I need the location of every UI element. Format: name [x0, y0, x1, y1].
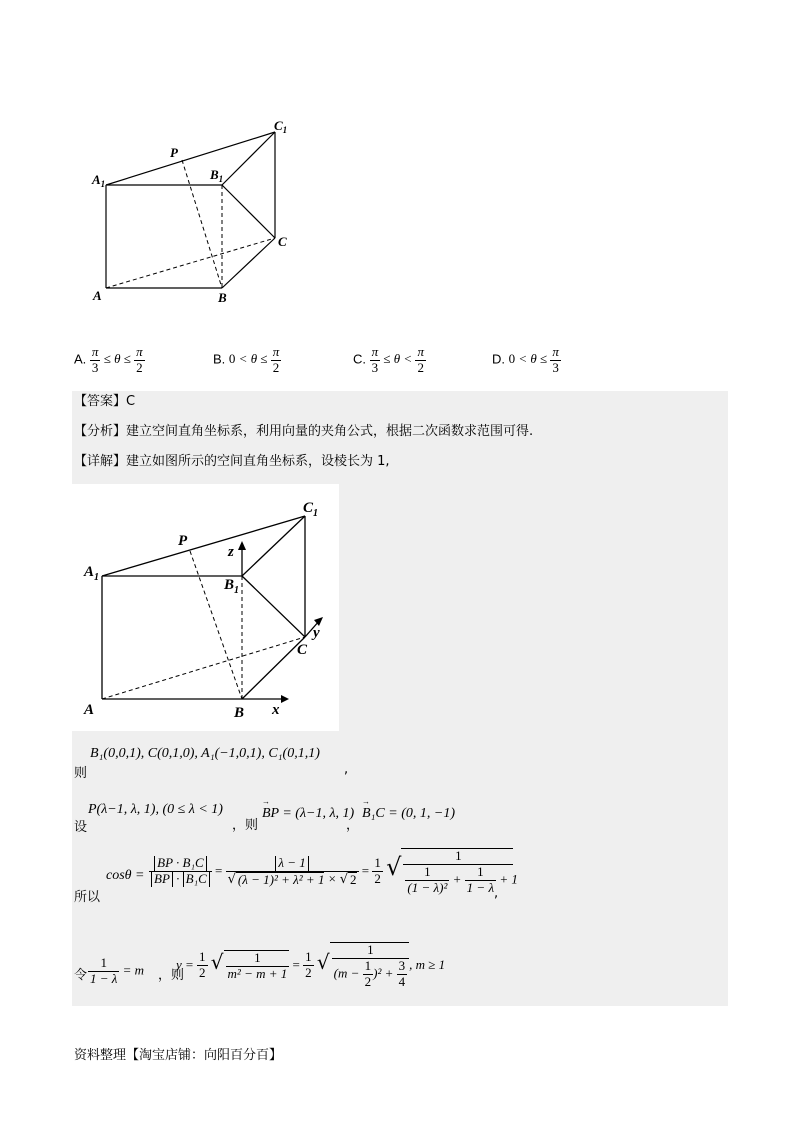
label-b: B — [218, 290, 227, 305]
step-cos: 所以 cosθ = $\frac{\text{BP · B₁C}}{\text{BP · B₁C}}$ = $\frac{\lambda - 1}{\text{√ (λ − 1)² + λ² + 1 × √ 2}}$ = $\frac{1}{2}$ √ 1 $\frac{1}{\text{(1 − λ)²}}$ + $\frac{1}{1 - \lambda}$ + 1 , — [74, 848, 518, 905]
label2-c: C — [297, 642, 308, 658]
label-c1: $C_1$ — [274, 118, 288, 135]
choice-b[interactable]: B. 0 < θ ≤ $\frac{\pi}{2}$ — [213, 344, 280, 375]
choice-a-expr: $\frac{\pi}{3}$ ≤ θ ≤ $\frac{\pi}{2}$ — [91, 344, 143, 375]
label-a: A — [93, 288, 102, 303]
label-c: C — [278, 234, 287, 249]
axis-x-label: x — [272, 702, 280, 718]
choice-d-expr: 0 < θ ≤ $\frac{\pi}{3}$ — [508, 344, 559, 375]
b1c-vector: → B₁C = (0, 1, −1) — [362, 797, 455, 821]
choice-c[interactable]: C. $\frac{\pi}{3}$ ≤ θ < $\frac{\pi}{2}$ — [353, 344, 424, 375]
label2-b1: $B_1$ — [224, 577, 240, 596]
axis-z-label: z — [228, 544, 234, 560]
detail-line: 【详解】建立如图所示的空间直角坐标系，设棱长为 1, — [74, 454, 390, 469]
label2-b: B — [234, 705, 245, 721]
step-substitute: 令 $\frac{1}{1 - \lambda}$ = m ，则 y = $\frac{1}{2}$ √ $\frac{1}{\text{m² − m + 1}}$ = $\frac{1}{2}$ √ 1 (m − $\frac{1}{2}$ )² + $\frac{3}{4}$ , m ≥ 1 — [74, 942, 446, 989]
label2-a1: $A_1$ — [84, 564, 100, 583]
label-a1: $A_1$ — [92, 172, 106, 189]
prism-figure-1 — [80, 110, 320, 310]
y-formula: y = $\frac{1}{2}$ √ $\frac{1}{\text{m² − m + 1}}$ = $\frac{1}{2}$ √ 1 (m − $\frac{1}{2}$ )² + $\frac{3}{4}$ , m ≥ 1 — [176, 942, 446, 989]
step-vectors: 设 P(λ−1, λ, 1), (0 ≤ λ < 1) ，则 → BP = (λ−1, λ, 1) ， → B₁C = (0, 1, −1) — [74, 797, 455, 835]
choice-c-expr: $\frac{\pi}{3}$ ≤ θ < $\frac{\pi}{2}$ — [371, 344, 424, 375]
prism-figure-2 — [72, 484, 339, 731]
choice-a[interactable]: A. $\frac{\pi}{3}$ ≤ θ ≤ $\frac{\pi}{2}$ — [74, 344, 143, 375]
answer-line: 【答案】C — [74, 394, 136, 409]
cos-formula: $\frac{\text{BP · B₁C}}{\text{BP · B₁C}}$ = $\frac{\lambda - 1}{\text{√ (λ − 1)² + λ² + 1 × √ 2}}$ = $\frac{1}{2}$ √ 1 $\frac{1}{\text{(1 − λ)²}}$ + $\frac{1}{1 - \lambda}$ + 1 — [149, 848, 513, 896]
bp-vector: → BP = (λ−1, λ, 1) — [262, 797, 355, 821]
label-b1: $B_1$ — [210, 167, 224, 184]
choice-d[interactable]: D. 0 < θ ≤ $\frac{\pi}{3}$ — [492, 344, 559, 375]
footer-text: 资料整理【淘宝店铺：向阳百分百】 — [74, 1048, 283, 1063]
m-def: $\frac{1}{1 - \lambda}$ = m — [90, 955, 145, 986]
label2-a: A — [84, 702, 95, 718]
label2-c1: $C_1$ — [303, 500, 319, 519]
analysis-line: 【分析】建立空间直角坐标系，利用向量的夹角公式，根据二次函数求范围可得. — [74, 424, 534, 439]
label2-p: P — [178, 533, 188, 549]
p-coord: P(λ−1, λ, 1), (0 ≤ λ < 1) — [88, 802, 223, 817]
label-p: P — [170, 145, 178, 160]
axis-y-label: y — [313, 625, 320, 641]
coords-expr: B₁(0,0,1), C(0,1,0), A₁(−1,0,1), C₁(0,1,1) — [90, 746, 320, 761]
choice-b-expr: 0 < θ ≤ $\frac{\pi}{2}$ — [228, 344, 280, 375]
